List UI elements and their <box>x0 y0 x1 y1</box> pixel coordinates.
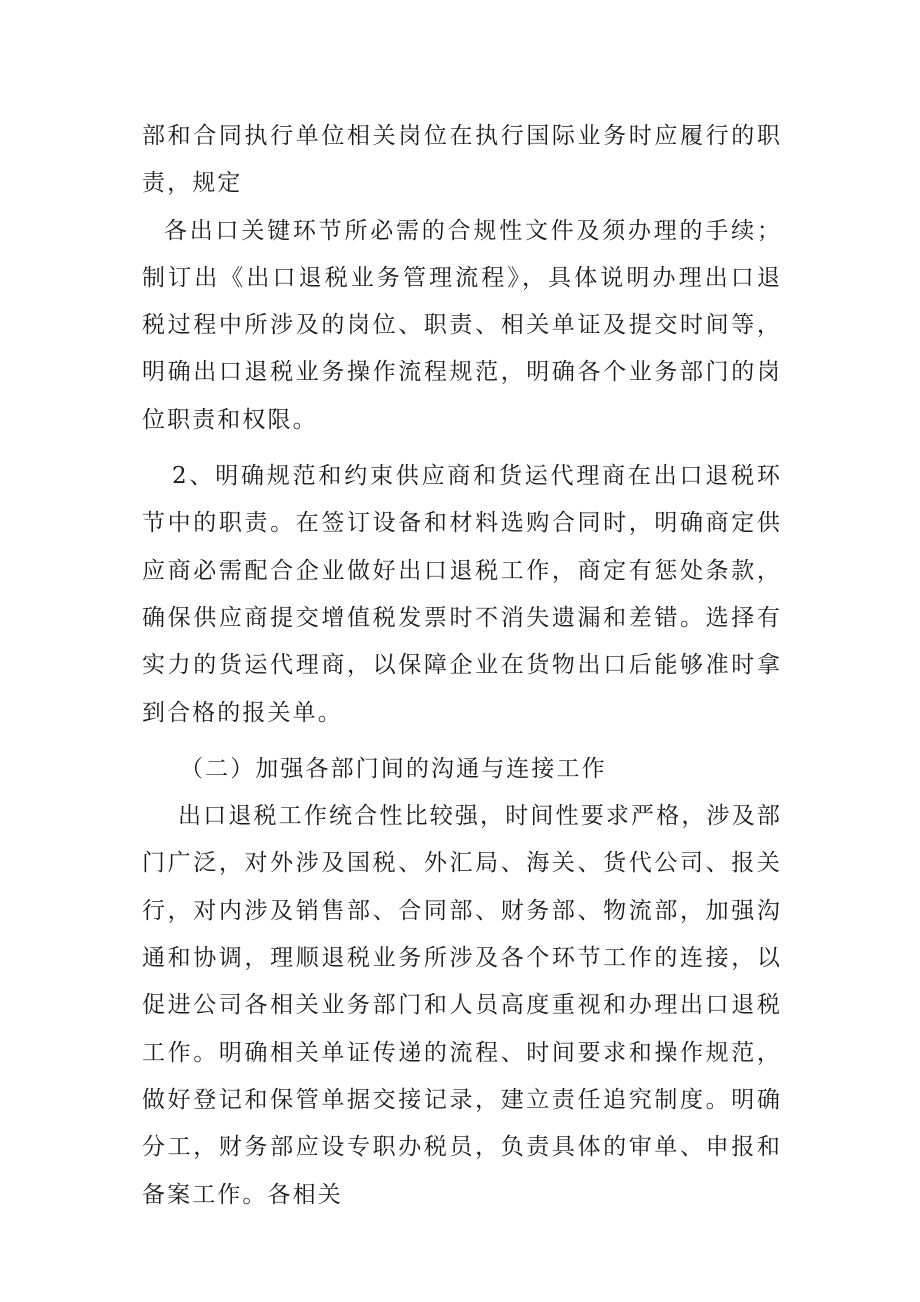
paragraph-2: 各出口关键环节所必需的合规性文件及须办理的手续；制订出《出口退税业务管理流程》，具体说明办理出口退税过程中所涉及的岗位、职责、相关单证及提交时间等，明确出口退税业务操作流程规范，明确各个业务部门的岗位职责和权限。 <box>142 217 782 433</box>
paragraph-5: 出口退税工作统合性比较强，时间性要求严格，涉及部门广泛，对外涉及国税、外汇局、海关、货代公司、报关行，对内涉及销售部、合同部、财务部、物流部，加强沟通和协调，理顺退税业务所涉及各个环节工作的连接，以促进公司各相关业务部门和人员高度重视和办理出口退税工作。明确相关单证传递的流程、时间要求和操作规范，做好登记和保管单据交接记录，建立责任追究制度。明确分工，财务部应设专职办税员，负责具体的审单、申报和备案工作。各相关 <box>142 803 782 1208</box>
paragraph-1: 部和合同执行单位相关岗位在执行国际业务时应履行的职责，规定 <box>142 123 782 197</box>
document-body <box>142 113 782 1219</box>
paragraph-3: 2、明确规范和约束供应商和货运代理商在出口退税环节中的职责。在签订设备和材料选购合同时，明确商定供应商必需配合企业做好出口退税工作，商定有惩处条款，确保供应商提交增值税发票时不消失遗漏和差错。选择有实力的货运代理商，以保障企业在货物出口后能够准时拿到合格的报关单。 <box>142 463 782 726</box>
section-heading: （二）加强各部门间的沟通与连接工作 <box>180 755 607 782</box>
